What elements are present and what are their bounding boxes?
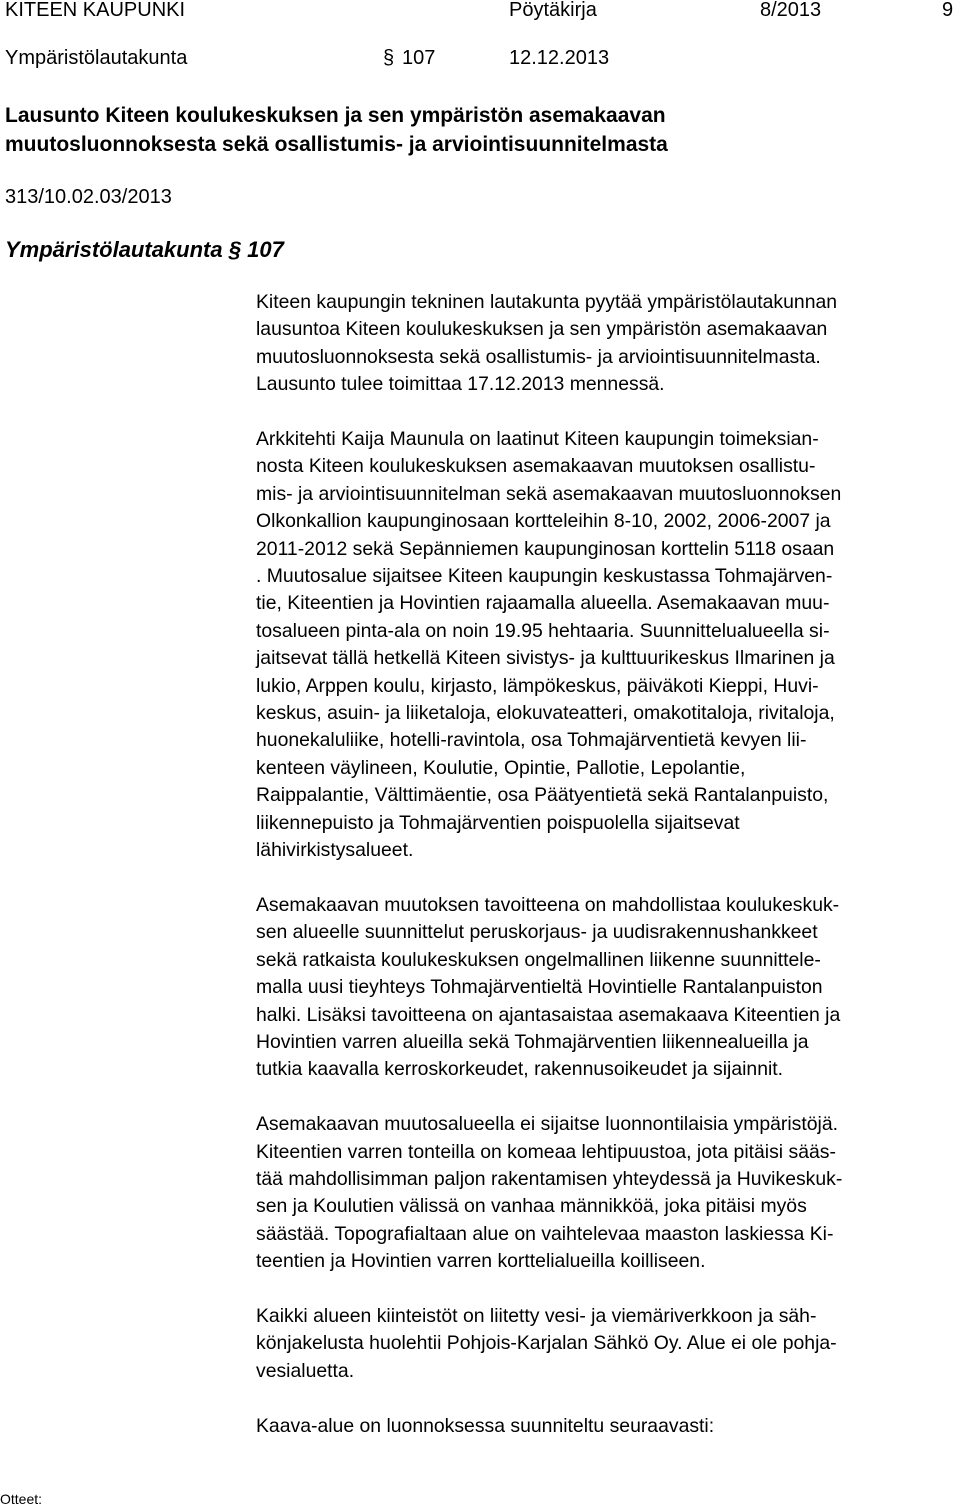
paragraph-line: sen ja Koulutien välissä on vanhaa männikköä, joka pitäisi myös [256,1195,807,1218]
paragraph-line: keskus, asuin- ja liiketaloja, elokuvateatteri, omakotitaloja, rivitaloja, [256,702,835,725]
paragraph-line: könjakelusta huolehtii Pohjois-Karjalan Sähkö Oy. Alue ei ole pohja- [256,1332,837,1355]
paragraph-objectives [256,892,956,1084]
title-line: Lausunto Kiteen koulukeskuksen ja sen ympäristön asemakaavan [5,104,666,127]
paragraph-line: lähivirkistysalueet. [256,839,414,862]
paragraph-line: lausuntoa Kiteen koulukeskuksen ja sen ympäristön asemakaavan [256,318,828,341]
paragraph-line: huonekaluliike, hotelli-ravintola, osa Tohmajärventietä kevyen lii- [256,729,807,752]
paragraph-plan-intro [256,1413,956,1440]
paragraph-line: Hovintien varren alueilla sekä Tohmajärventien liikennealueilla ja [256,1030,809,1053]
section-number: 107 [402,47,436,69]
paragraph-line: Olkonkallion kaupunginosaan kortteleihin 8-10, 2002, 2006-2007 ja [256,510,831,533]
document-number: 8/2013 [760,0,822,21]
section-heading-symbol: § [228,237,241,262]
paragraph-line: Kiteentien varren tonteilla on komeaa lehtipuustoa, jota pitäisi sääs- [256,1140,836,1163]
paragraph-line: Kaikki alueen kiinteistöt on liitetty vesi- ja viemäriverkkoon ja säh- [256,1304,817,1327]
paragraph-line: sekä ratkaista koulukeskuksen ongelmallinen liikenne suunnittele- [256,948,821,971]
paragraph-area-description [256,426,956,865]
paragraph-line: Asemakaavan muutosalueella ei sijaitse luonnontilaisia ympäristöjä. [256,1113,839,1136]
paragraph-line: lukio, Arppen koulu, kirjasto, lämpökeskus, päiväkoti Kieppi, Huvi- [256,674,819,697]
paragraph-line: liikennepuisto ja Tohmajärventien poispuolella sijaitsevat [256,811,740,834]
footer-label: Otteet: [0,1491,43,1507]
paragraph-line: vesialuetta. [256,1359,355,1382]
page-number: 9 [942,0,954,21]
section-symbol: § [383,47,395,69]
paragraph-line: Kiteen kaupungin tekninen lautakunta pyytää ympäristölautakunnan [256,291,838,313]
section-heading-board: Ympäristölautakunta [5,237,223,262]
paragraph-environment [256,1111,956,1275]
document-body [256,289,956,1467]
paragraph-line: tää mahdollisimman paljon rakentamisen yhteydessä ja Huvikeskuk- [256,1167,843,1190]
paragraph-line: sen alueelle suunnittelut peruskorjaus- ja uudisrakennushankkeet [256,921,818,944]
document-type: Pöytäkirja [509,0,597,21]
paragraph-request [256,289,956,399]
paragraph-line: Lausunto tulee toimittaa 17.12.2013 mennessä. [256,373,665,396]
board-name: Ympäristölautakunta [5,47,188,69]
paragraph-utilities [256,1303,956,1385]
paragraph-line: Kaava-alue on luonnoksessa suunniteltu seuraavasti: [256,1414,715,1437]
paragraph-line: teentien ja Hovintien varren korttelialueilla koilliseen. [256,1250,706,1273]
paragraph-line: tutkia kaavalla kerroskorkeudet, rakennusoikeudet ja sijainnit. [256,1058,784,1081]
paragraph-line: Arkkitehti Kaija Maunula on laatinut Kiteen kaupungin toimeksian- [256,428,819,451]
title-line: muutosluonnoksesta sekä osallistumis- ja arviointisuunnitelmasta [5,133,668,156]
paragraph-line: . Muutosalue sijaitsee Kiteen kaupungin keskustassa Tohmajärven- [256,565,833,588]
paragraph-line: Raippalantie, Välttimäentie, osa Päätyentietä sekä Rantalanpuisto, [256,784,829,807]
footer-divider [0,1486,960,1487]
paragraph-line: nosta Kiteen koulukeskuksen asemakaavan muutoksen osallistu- [256,455,816,478]
diary-number: 313/10.02.03/2013 [5,186,172,208]
municipality-name: KITEEN KAUPUNKI [5,0,186,21]
paragraph-line: tie, Kiteentien ja Hovintien rajaamalla alueella. Asemakaavan muu- [256,592,830,615]
paragraph-line: malla uusi tieyhteys Tohmajärventieltä Hovintielle Rantalanpuiston [256,976,823,999]
paragraph-line: Asemakaavan muutoksen tavoitteena on mahdollistaa koulukeskuk- [256,893,840,916]
paragraph-line: muutosluonnoksesta sekä osallistumis- ja arviointisuunnitelmasta. [256,345,821,368]
document-title [5,101,955,159]
paragraph-line: kenteen väylineen, Koulutie, Opintie, Pallotie, Lepolantie, [256,756,746,779]
meeting-date: 12.12.2013 [509,47,610,69]
paragraph-line: mis- ja arviointisuunnitelman sekä asemakaavan muutosluonnoksen [256,482,842,505]
paragraph-line: halki. Lisäksi tavoitteena on ajantasaistaa asemakaava Kiteentien ja [256,1003,841,1026]
paragraph-line: säästää. Topografialtaan alue on vaihtelevaa maaston laskiessa Ki- [256,1222,834,1245]
paragraph-line: tosalueen pinta-ala on noin 19.95 hehtaaria. Suunnittelualueella si- [256,619,830,642]
paragraph-line: jaitsevat tällä hetkellä Kiteen sivistys- ja kulttuurikeskus Ilmarinen ja [256,647,835,670]
paragraph-line: 2011-2012 sekä Sepänniemen kaupunginosan korttelin 5118 osaan [256,537,835,560]
section-heading [5,236,284,264]
section-heading-number: 107 [247,237,284,262]
